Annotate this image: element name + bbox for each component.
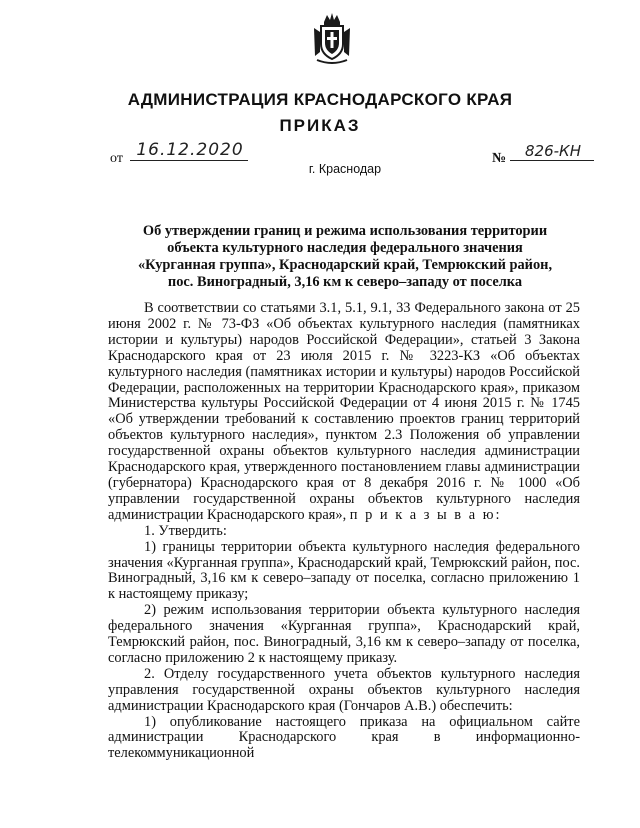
title-line: Об утверждении границ и режима использования территории <box>142 223 548 239</box>
title-line: «Курганная группа», Краснодарский край, Темрюкский район, <box>137 257 553 273</box>
preamble-text: В соответствии со статьями 3.1, 5.1, 9.1, 33 Федерального закона от 25 июня 2002 г. № 73-ФЗ «Об объектах культурного наследия (памятниках истории и культуры) народов Российской Федерации», статьей 3 Закона Краснодарского края от 23 июля 2015 г. № 3223-КЗ «Об объектах культурного наследия (памятниках истории и культуры) народов Российской Федерации, расположенных на территории Краснодарского края», приказом Министерства культуры Российской Федерации от 4 июня 2015 г. № 1745 «Об утверждении требований к составлению проектов границ территорий объектов культурного наследия», пунктом 2.3 Положения об управлении государственной охраны объектов культурного наследия администрации Краснодарского края, утвержденного постановлением главы администрации (губернатора) Краснодарского края от 8 декабря 2016 г. № 1000 «Об управлении государственной охраны объектов культурного наследия администрации Краснодарского края», <box>108 300 580 523</box>
date-handwritten: 16.12.2020 <box>136 140 244 160</box>
clause-2: 2. Отделу государственного учета объектов культурного наследия управления государственной охраны объектов культурного наследия администрации Краснодарского края (Гончаров А.В.) обеспечить: <box>108 665 580 714</box>
order-title <box>100 223 590 291</box>
date-underline <box>130 160 248 161</box>
organization-title: АДМИНИСТРАЦИЯ КРАСНОДАРСКОГО КРАЯ <box>127 90 513 109</box>
clause-1-1: 1) границы территории объекта культурного наследия федерального значения «Курганная группа», Краснодарский край, Темрюкский район, пос. Виноградный, 3,16 км к северо–западу от поселка, согласно приложению 1 к настоящему приказу; <box>108 538 580 603</box>
number-underline <box>510 160 594 161</box>
clause-1: 1. Утвердить: <box>144 522 227 539</box>
title-line: объекта культурного наследия федерального значения <box>167 240 523 256</box>
document-type: ПРИКАЗ <box>279 116 361 135</box>
order-body <box>108 301 580 762</box>
coat-of-arms-icon <box>312 12 352 66</box>
date-label: от <box>110 151 123 166</box>
clause-2-1: 1) опубликование настоящего приказа на официальном сайте администрации Краснодарского края в информационно-телекоммуникационной <box>108 713 580 762</box>
order-verb: п р и к а з ы в а ю: <box>349 506 502 523</box>
number-label: № <box>492 151 507 166</box>
clause-1-2: 2) режим использования территории объекта культурного наследия федерального значения «Курганная группа», Краснодарский край, Темрюкский район, пос. Виноградный, 3,16 км к северо–западу от поселка, согласно приложению 2 к настоящему приказу. <box>108 602 580 666</box>
preamble-paragraph <box>108 301 580 524</box>
city-label: г. Краснодар <box>308 162 382 176</box>
number-handwritten: 826-КН <box>525 142 581 160</box>
title-line: пос. Виноградный, 3,16 км к северо–западу от поселка <box>167 274 523 290</box>
